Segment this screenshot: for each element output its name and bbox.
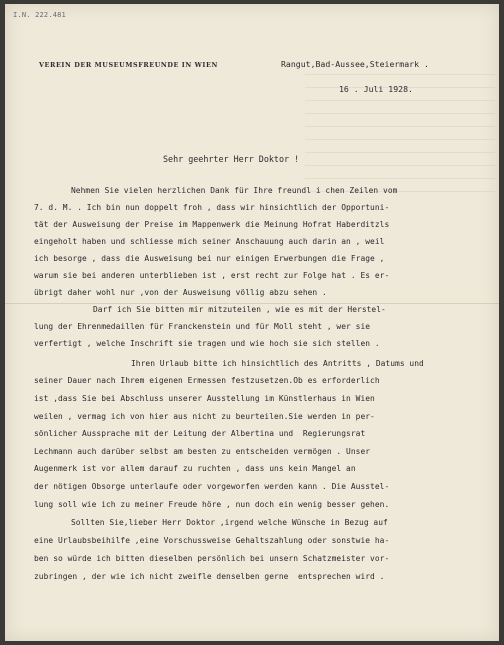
body-line: eine Urlaubsbeihilfe ,eine Vorschussweise Gehaltszahlung oder sonstwie ha- <box>34 536 390 545</box>
body-line: übrigt daher wohl nur ,von der Ausweisung völlig abzu sehen . <box>34 288 327 297</box>
body-line: ich besorge , dass die Ausweisung bei nur einigen Erwerbungen die Frage , <box>34 254 385 263</box>
place-line: Rangut,Bad-Aussee,Steiermark . <box>281 59 429 69</box>
body-line: eingeholt haben und schliesse mich seiner Anschauung auch darin an , weil <box>34 237 385 246</box>
salutation: Sehr geehrter Herr Doktor ! <box>163 154 300 164</box>
body-line: verfertigt , welche Inschrift sie tragen und wie hoch sie sich stellen . <box>34 339 380 348</box>
letter-body <box>5 4 499 641</box>
body-line: seiner Dauer nach Ihrem eigenen Ermessen festzusetzen.Ob es erforderlich <box>34 376 380 385</box>
body-line: Nehmen Sie vielen herzlichen Dank für Ihre freundl i chen Zeilen vom <box>71 186 398 195</box>
date-line: 16 . Juli 1928. <box>339 84 413 94</box>
body-line: ist ,dass Sie bei Abschluss unserer Ausstellung im Künstlerhaus in Wien <box>34 394 375 403</box>
body-line: der nötigen Obsorge unterlaufe oder vorgeworfen werden kann . Die Ausstel- <box>34 482 390 491</box>
body-line: tät der Ausweisung der Preise im Mappenwerk die Meinung Hofrat Haberditzls <box>34 220 390 229</box>
body-line: sönlicher Aussprache mit der Leitung der Albertina und Regierungsrat <box>34 429 366 438</box>
body-line: Lechmann auch darüber selbst am besten zu entscheiden vermögen . Unser <box>34 447 371 456</box>
body-line: Sollten Sie,lieber Herr Doktor ,irgend welche Wünsche in Bezug auf <box>71 518 388 527</box>
body-line: 7. d. M. . Ich bin nun doppelt froh , dass wir hinsichtlich der Opportuni- <box>34 203 390 212</box>
archive-number: I.N. 222.481 <box>13 11 66 19</box>
body-line: Ihren Urlaub bitte ich hinsichtlich des Antritts , Datums und <box>131 359 424 368</box>
body-line: ben so würde ich bitten dieselben persönlich bei unsern Schatzmeister vor- <box>34 554 390 563</box>
body-line: lung soll wie ich zu meiner Freude höre , nun doch ein wenig besser gehen. <box>34 500 390 509</box>
body-line: Augenmerk ist vor allem darauf zu ruchten , dass uns kein Mangel an <box>34 464 356 473</box>
letter-page <box>5 4 499 641</box>
letterhead: VEREIN DER MUSEUMSFREUNDE IN WIEN <box>39 61 218 69</box>
body-line: zubringen , der wie ich nicht zweifle denselben gerne entsprechen wird . <box>34 572 385 581</box>
body-line: Darf ich Sie bitten mir mitzuteilen , wie es mit der Herstel- <box>93 305 386 314</box>
body-line: lung der Ehrenmedaillen für Franckenstein und für Moll steht , wer sie <box>34 322 371 331</box>
body-line: weilen , vermag ich von hier aus nicht zu beurteilen.Sie werden in per- <box>34 412 375 421</box>
body-line: warum sie bei anderen unterblieben ist , erst recht zur Folge hat . Es er- <box>34 271 390 280</box>
